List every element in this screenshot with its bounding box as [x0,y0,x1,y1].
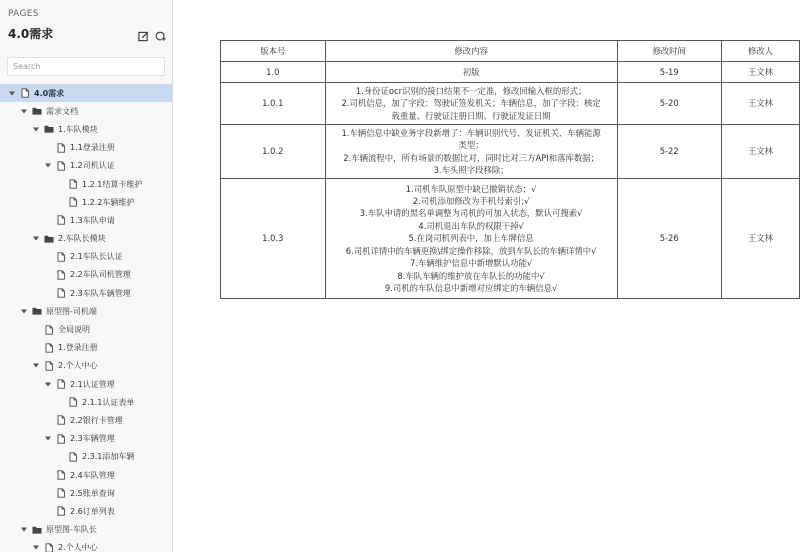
tree-item-label: 1.2司机认证 [70,161,115,171]
tree-item-label: 2.1.1认证表单 [82,397,135,407]
page-icon [68,179,78,189]
tree-item[interactable] [0,502,173,520]
date-cell: 5-22 [617,125,721,179]
table-row [221,62,800,83]
page-icon [44,361,54,371]
tree-item-label: 2.3.1添加车辆 [82,452,135,462]
header-version: 版本号 [221,41,326,62]
table-row [221,83,800,125]
tree-item[interactable] [0,448,173,466]
chevron-down-icon[interactable] [44,380,52,388]
page-icon [56,288,66,298]
page-icon [68,452,78,462]
tree-item-label: 2.2银行卡管理 [70,415,123,425]
page-icon [68,197,78,207]
page-icon [56,415,66,425]
content-line: 1.车辆信息中缺业务字段新增了：车辆识别代号、发证机关、车辆能源 [341,127,601,138]
page-icon [56,252,66,262]
table-header-row [221,41,800,62]
add-page-icon[interactable] [155,27,166,38]
page-icon [44,543,54,552]
tree-item-label: 2.6订单列表 [70,506,115,516]
tree-item-label: 2.个人中心 [58,361,98,371]
chevron-down-icon[interactable] [32,125,40,133]
tree-item[interactable] [0,230,173,248]
content-line: 2.司机添加修改为手机号索引;√ [412,196,530,207]
folder-icon [32,106,42,116]
tree-item[interactable] [0,175,173,193]
chevron-down-icon[interactable] [32,235,40,243]
tree-item-label: 2.2车队司机管理 [70,270,131,280]
tree-item-label: 原型图-车队长 [46,525,97,535]
search-input[interactable] [7,57,165,76]
date-cell: 5-19 [617,62,721,83]
tree-item[interactable] [0,393,173,411]
page-icon [56,506,66,516]
tree-item-label: 4.0需求 [34,88,65,98]
content-line: 1.身份证ocr识别的接口结果不一定准，修改回输入框的形式； [355,85,587,96]
tree-item-label: 2.1车队长认证 [70,252,123,262]
page-tree [0,84,173,552]
tree-item-label: 2.1认证管理 [70,379,115,389]
content-line: 3.车队申请的黑名单调整为司机的可加入状态，默认可搜索√ [359,208,583,219]
edit-page-icon[interactable] [138,27,149,38]
pages-sidebar [0,0,173,552]
tree-item[interactable] [0,248,173,266]
content-cell [325,125,617,179]
tree-item-label: 2.个人中心 [58,543,98,552]
tree-item-label: 1.登录注册 [58,343,98,353]
content-line: 2.司机信息，加了字段：驾驶证签发机关；车辆信息，加了字段：核定 [341,98,601,109]
author-cell: 王文林 [721,83,799,125]
content-line: 1.司机车队原型中缺已撤销状态；√ [405,183,537,194]
content-line: 8.车队车辆的维护放在车队长的功能中√ [397,270,545,281]
tree-item-label: 2.车队长模块 [58,234,106,244]
tree-item[interactable] [0,339,173,357]
tree-item-label: 1.1登录注册 [70,143,115,153]
content-line: 4.司机退出车队的权限干掉√ [418,220,524,231]
content-cell [325,62,617,83]
content-cell [325,179,617,299]
date-cell: 5-26 [617,179,721,299]
page-content [174,0,800,552]
tree-item[interactable] [0,466,173,484]
tree-item[interactable] [0,193,173,211]
page-icon [56,215,66,225]
content-line: 载重量、行驶证注册日期、行驶证发证日期 [391,110,551,121]
chevron-down-icon[interactable] [32,362,40,370]
tree-item[interactable] [0,357,173,375]
tree-item[interactable] [0,539,173,552]
page-icon [56,161,66,171]
author-cell: 王文林 [721,125,799,179]
chevron-down-icon[interactable] [20,107,28,115]
folder-icon [32,306,42,316]
page-icon [56,270,66,280]
page-icon [56,434,66,444]
content-line: 2.车辆流程中，所有场景的数据比对，同时比对三方API和落库数据； [343,152,599,163]
chevron-down-icon[interactable] [32,544,40,552]
content-cell [325,83,617,125]
tree-item[interactable] [0,84,173,102]
version-cell: 1.0.1 [221,83,326,125]
tree-item[interactable] [0,157,173,175]
tree-item-label: 1.车队模块 [58,124,98,134]
page-icon [56,470,66,480]
chevron-down-icon[interactable] [20,307,28,315]
tree-item-label: 2.5账单查询 [70,488,115,498]
chevron-down-icon[interactable] [44,435,52,443]
content-line: 6.司机详情中的车辆更换\绑定操作移除，放到车队长的车辆详情中√ [345,245,597,256]
page-icon [56,488,66,498]
page-icon [56,143,66,153]
tree-item-label: 原型图-司机端 [46,306,97,316]
tree-item[interactable] [0,375,173,393]
tree-item[interactable] [0,411,173,429]
author-cell: 王文林 [721,179,799,299]
page-icon [20,88,30,98]
tree-item[interactable] [0,102,173,120]
header-date: 修改时间 [617,41,721,62]
page-icon [68,397,78,407]
changelog-table [220,40,800,299]
folder-icon [44,234,54,244]
date-cell: 5-20 [617,83,721,125]
content-line: 类型； [458,140,484,151]
tree-item-label: 1.2.1结算卡维护 [82,179,143,189]
version-cell: 1.0 [221,62,326,83]
version-cell: 1.0.2 [221,125,326,179]
page-icon [44,325,54,335]
tree-item[interactable] [0,139,173,157]
content-line: 3.车头照字段移除； [433,164,509,175]
table-row [221,125,800,179]
tree-item[interactable] [0,211,173,229]
content-line: 初版 [462,66,480,77]
tree-item-label: 1.3车队申请 [70,215,115,225]
page-icon [56,379,66,389]
tree-item-label: 1.2.2车辆维护 [82,197,135,207]
project-title: 4.0需求 [8,27,54,41]
tree-item-label: 2.3车辆管理 [70,434,115,444]
tree-item[interactable] [0,302,173,320]
table-row [221,179,800,299]
tree-item[interactable] [0,120,173,138]
tree-item[interactable] [0,320,173,338]
chevron-down-icon[interactable] [20,526,28,534]
tree-item-label: 全局说明 [58,325,90,335]
header-author: 修改人 [721,41,799,62]
chevron-down-icon[interactable] [8,89,16,97]
version-cell: 1.0.3 [221,179,326,299]
content-line: 7.车辆维护信息中新增默认功能√ [409,258,533,269]
author-cell: 王文林 [721,62,799,83]
content-line: 5.在岗司机列表中，加上车牌信息 [408,233,534,244]
table-body [221,62,800,299]
folder-icon [32,525,42,535]
pages-label: PAGES [8,9,39,19]
tree-item-label: 2.3车队车辆管理 [70,288,131,298]
tree-item[interactable] [0,284,173,302]
tree-item[interactable] [0,430,173,448]
page-icon [44,343,54,353]
tree-item[interactable] [0,521,173,539]
folder-icon [44,124,54,134]
tree-item[interactable] [0,266,173,284]
content-line: 9.司机的车队信息中新增对应绑定的车辆信息√ [384,282,558,293]
tree-item[interactable] [0,484,173,502]
tree-item-label: 2.4车队管理 [70,470,115,480]
header-content: 修改内容 [325,41,617,62]
tree-item-label: 需求文档 [46,106,78,116]
chevron-down-icon[interactable] [44,162,52,170]
